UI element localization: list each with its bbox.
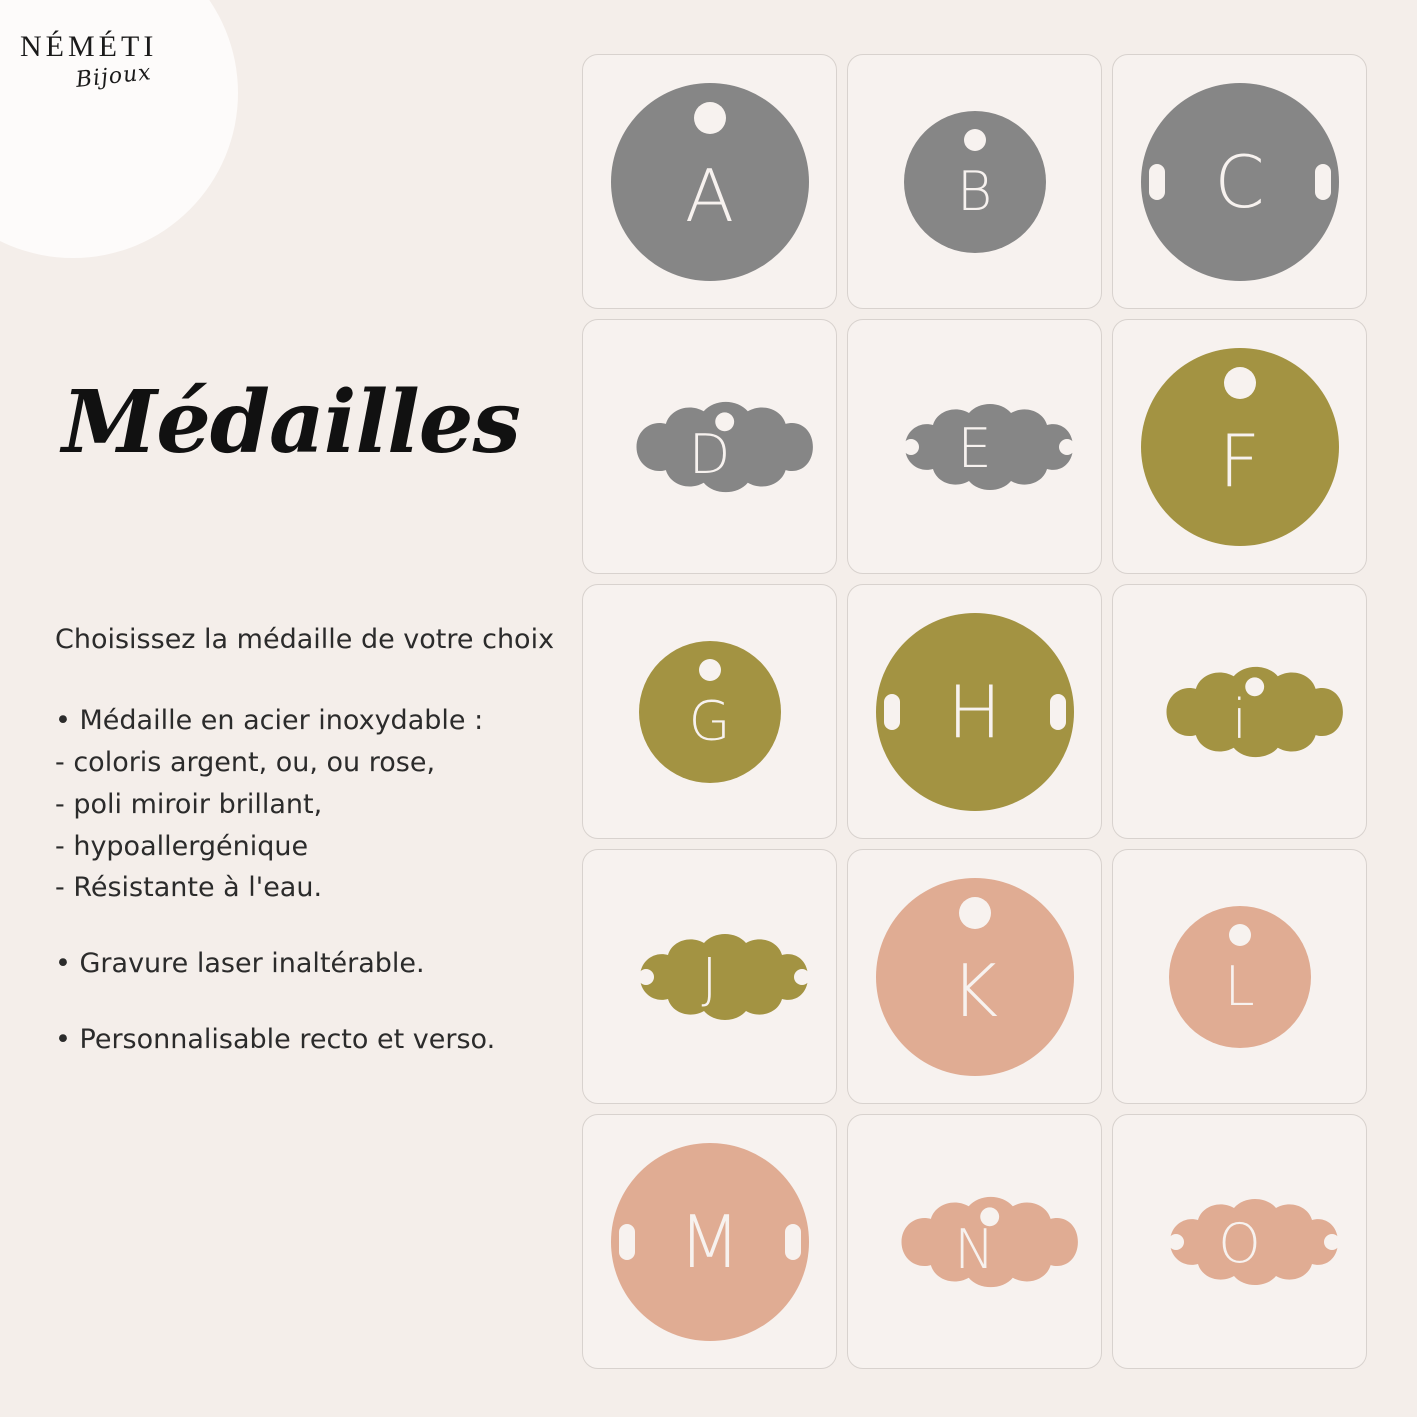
feature-group (55, 700, 555, 909)
medal-shape (638, 640, 782, 784)
medal-grid (582, 54, 1357, 1369)
medal-option-h[interactable] (847, 584, 1102, 839)
feature-line: • Personnalisable recto et verso. (55, 1024, 496, 1056)
medal-letter: B (956, 159, 993, 223)
medal-letter: F (1218, 418, 1261, 503)
medal-letter: O (1218, 1211, 1261, 1275)
medal-shape (1126, 1186, 1354, 1298)
medal-letter: N (954, 1217, 995, 1281)
medal-option-l[interactable] (1112, 849, 1367, 1104)
medal-letter: D (688, 422, 731, 486)
medal-letter: K (950, 948, 999, 1033)
medal-shape (875, 877, 1075, 1077)
medal-shape (610, 82, 810, 282)
medal-shape (1135, 657, 1345, 767)
medal-option-n[interactable] (847, 1114, 1102, 1369)
medal-option-k[interactable] (847, 849, 1102, 1104)
medal-shape (605, 392, 815, 502)
medal-option-e[interactable] (847, 319, 1102, 574)
feature-group (55, 1019, 555, 1061)
medal-shape (861, 391, 1089, 503)
medal-letter: G (688, 689, 731, 753)
medal-option-j[interactable] (582, 849, 837, 1104)
brand-name: NÉMÉTI (20, 30, 158, 63)
medal-option-d[interactable] (582, 319, 837, 574)
page-title: Médailles (62, 372, 520, 473)
feature-line: - coloris argent, ou, ou rose, (55, 746, 436, 778)
medal-option-c[interactable] (1112, 54, 1367, 309)
medal-option-m[interactable] (582, 1114, 837, 1369)
feature-line: • Gravure laser inaltérable. (55, 948, 425, 980)
medal-shape (903, 110, 1047, 254)
medal-shape (596, 921, 824, 1033)
medal-shape (1140, 347, 1340, 547)
medal-letter: M (678, 1199, 741, 1284)
medal-letter: i (1231, 687, 1247, 751)
medal-letter: L (1224, 954, 1255, 1018)
medal-shape (1132, 82, 1348, 282)
medal-option-o[interactable] (1112, 1114, 1367, 1369)
medal-letter: H (947, 669, 1002, 754)
medal-option-i[interactable] (1112, 584, 1367, 839)
feature-group (55, 943, 555, 985)
brand-logo-text (20, 32, 230, 93)
feature-line: • Médaille en acier inoxydable : (55, 705, 484, 736)
medal-shape (602, 1142, 818, 1342)
medal-letter: E (957, 416, 992, 480)
feature-line: - poli miroir brillant, (55, 788, 323, 820)
lead-text: Choisissez la médaille de votre choix (55, 624, 555, 655)
medal-shape (867, 612, 1083, 812)
medal-shape (1168, 905, 1312, 1049)
medal-letter: J (701, 946, 718, 1010)
medal-letter: A (684, 153, 735, 238)
brand-tagline: Bijoux (74, 60, 153, 93)
medal-shape (870, 1187, 1080, 1297)
feature-line: - hypoallergénique (55, 830, 309, 862)
medal-option-a[interactable] (582, 54, 837, 309)
medal-option-b[interactable] (847, 54, 1102, 309)
medal-option-f[interactable] (1112, 319, 1367, 574)
medal-letter: C (1214, 139, 1265, 224)
medal-option-g[interactable] (582, 584, 837, 839)
feature-list (55, 700, 555, 1095)
feature-line: - Résistante à l'eau. (55, 872, 323, 904)
